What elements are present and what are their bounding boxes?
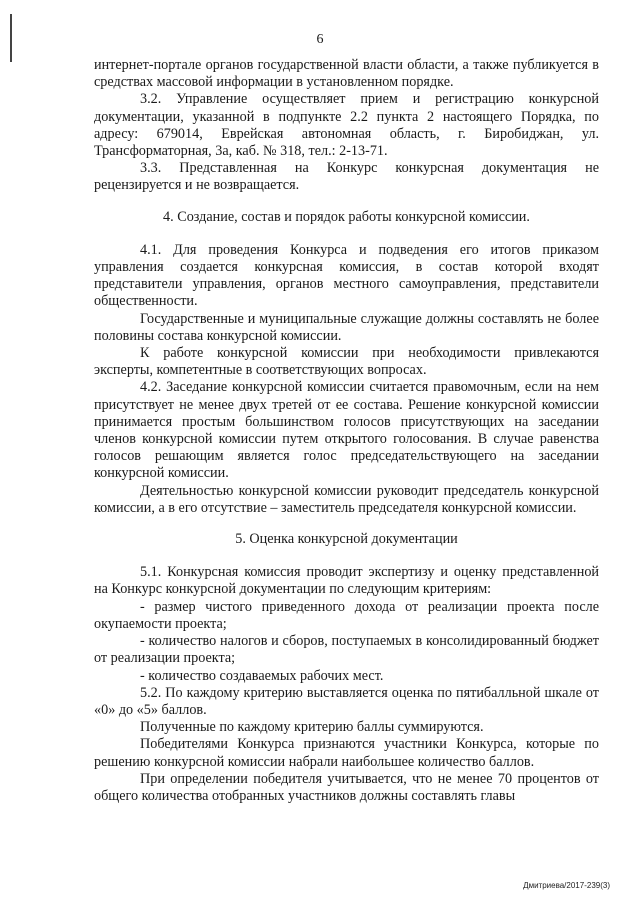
paragraph: 3.3. Представленная на Конкурс конкурсная документация не рецензируется и не возвращается.: [94, 160, 599, 194]
paragraph: 3.2. Управление осуществляет прием и регистрацию конкурсной документации, указанной в подпункте 2.2 пункта 2 настоящего Порядка, по адресу: 679014, Еврейская автономная область, г. Биробиджан, ул. Трансформаторная, 3а, каб. № 318, тел.: 2-13-71.: [94, 91, 599, 160]
paragraph: интернет-портале органов государственной власти области, а также публикуется в средствах массовой информации в установленном порядке.: [94, 57, 599, 91]
paragraph: 5.2. По каждому критерию выставляется оценка по пятибалльной шкале от «0» до «5» баллов.: [94, 684, 599, 718]
section-heading: 4. Создание, состав и порядок работы конкурсной комиссии.: [163, 208, 530, 225]
paragraph: Победителями Конкурса признаются участники Конкурса, которые по решению конкурсной комиссии набрали наибольшее количество баллов.: [94, 736, 599, 770]
document-body: [94, 57, 599, 805]
paragraph: 4.2. Заседание конкурсной комиссии считается правомочным, если на нем присутствует не менее двух третей от ее состава. Решение конкурсной комиссии принимается простым большинством голосов присутствующих на заседании членов конкурсной комиссии путем открытого голосования. В случае равенства голосов решающим является голос председательствующего на заседании конкурсной комиссии.: [94, 379, 599, 482]
list-item: - размер чистого приведенного дохода от реализации проекта после окупаемости проекта;: [94, 598, 599, 632]
paragraph: 5.1. Конкурсная комиссия проводит экспертизу и оценку представленной на Конкурс конкурсной документации по следующим критериям:: [94, 564, 599, 598]
footer-reference: Дмитриева/2017-239(3): [523, 881, 610, 890]
paragraph: Полученные по каждому критерию баллы суммируются.: [140, 719, 484, 736]
paragraph: К работе конкурсной комиссии при необходимости привлекаются эксперты, компетентные в соответствующих вопросах.: [94, 345, 599, 379]
page-number: 6: [316, 32, 324, 47]
paragraph: При определении победителя учитывается, что не менее 70 процентов от общего количества отобранных участников должны составлять главы: [94, 770, 599, 804]
paragraph: Деятельностью конкурсной комиссии руководит председатель конкурсной комиссии, а в его отсутствие – заместитель председателя конкурсной комиссии.: [94, 482, 599, 516]
section-heading: 5. Оценка конкурсной документации: [235, 531, 458, 548]
paragraph: 4.1. Для проведения Конкурса и подведения его итогов приказом управления создается конкурсная комиссия, в состав которой входят представители управления, органов местного самоуправления, представители общественности.: [94, 241, 599, 310]
paragraph: Государственные и муниципальные служащие должны составлять не более половины состава конкурсной комиссии.: [94, 310, 599, 344]
list-item: - количество налогов и сборов, поступаемых в консолидированный бюджет от реализации проекта;: [94, 633, 599, 667]
list-item: - количество создаваемых рабочих мест.: [140, 667, 384, 684]
